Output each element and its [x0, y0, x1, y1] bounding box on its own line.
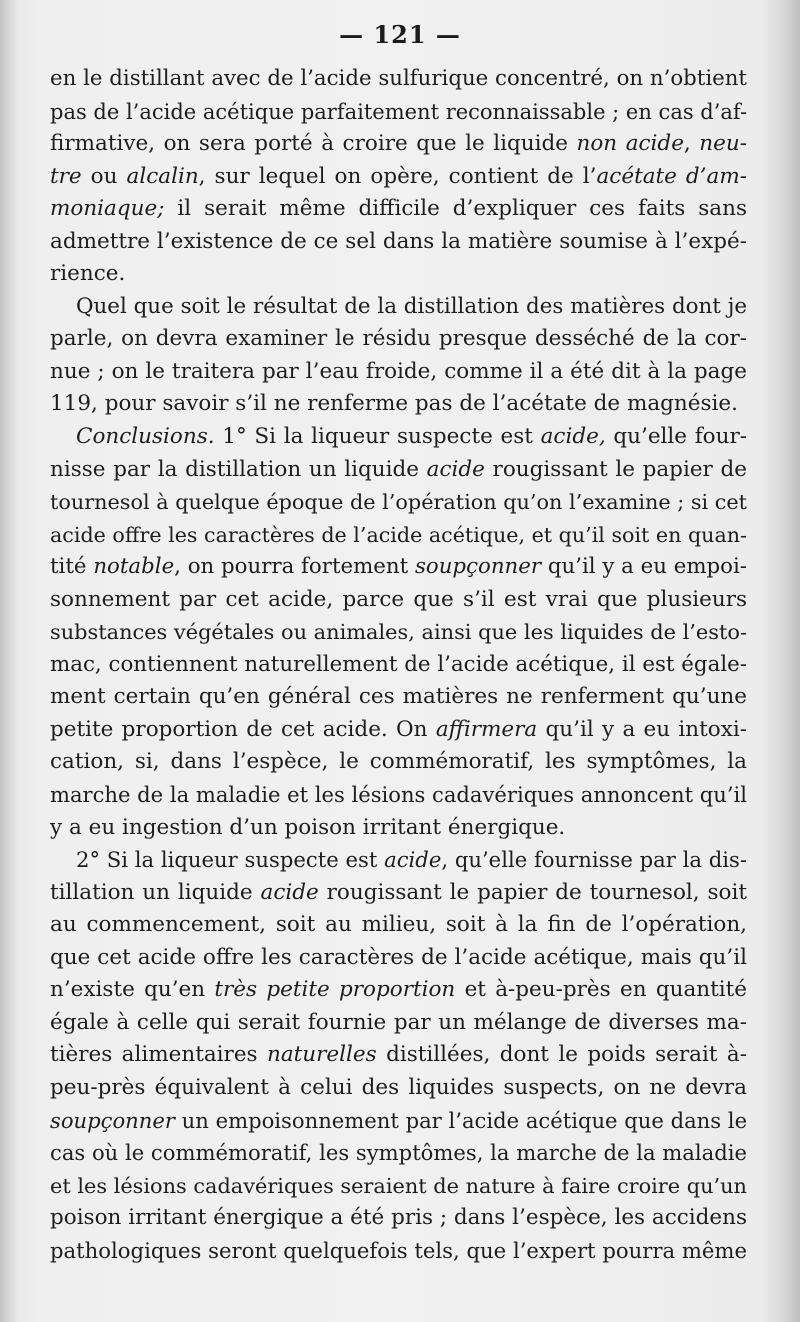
- italic-text: acide: [426, 456, 485, 482]
- italic-text: tre: [50, 163, 82, 189]
- text-line: [50, 779, 747, 812]
- text-run: admettre l’existence de ce sel dans la matière soumise à l’expé-: [50, 228, 747, 254]
- text-run: égale à celle qui serait fournie par un mélange de diverses ma-: [50, 1009, 747, 1035]
- italic-text: soupçonner: [50, 1107, 175, 1133]
- text-line: [50, 551, 747, 584]
- italic-text: notable: [93, 554, 175, 580]
- text-run: rience.: [50, 261, 126, 287]
- text-run: et à-peu-près en quantité: [455, 977, 747, 1003]
- text-line: [50, 193, 747, 226]
- text-run: peu-près équivalent à celui des liquides suspects, on ne devra: [50, 1074, 747, 1100]
- text-run: qu’elle four-: [605, 424, 748, 450]
- text-run: ou: [81, 163, 127, 189]
- text-run: tité: [50, 554, 94, 580]
- text-line: [50, 258, 747, 291]
- text-line: [50, 616, 747, 649]
- text-run: petite proportion de cet acide. On: [50, 716, 436, 742]
- text-line: [50, 356, 747, 389]
- text-run: que cet acide offre les caractères de l’acide acétique, mais qu’il: [50, 944, 747, 970]
- text-line: [50, 161, 747, 194]
- text-run: pas de l’acide acétique parfaitement reconnaissable ; en cas d’af-: [50, 99, 748, 124]
- text-line: [50, 1170, 747, 1203]
- text-run: qu’il y a eu intoxi-: [537, 716, 747, 742]
- text-run: sonnement par cet acide, parce que s’il est vrai que plusieurs: [50, 586, 747, 612]
- text-run: et les lésions cadavériques seraient de nature à faire croire qu’un: [50, 1173, 747, 1198]
- text-line: [50, 909, 747, 942]
- text-run: poison irritant énergique a été pris ; dans l’espèce, les accidens: [50, 1205, 747, 1231]
- text-run: nue ; on le traitera par l’eau froide, comme il a été dit à la page: [50, 358, 747, 384]
- text-line: [50, 1072, 747, 1105]
- text-run: cas où le commémoratif, les symptômes, la marche de la maladie: [50, 1140, 747, 1166]
- italic-text: soupçonner: [414, 554, 542, 580]
- text-line: [50, 96, 747, 129]
- text-run: un empoisonnement par l’acide acétique que dans le: [174, 1107, 748, 1133]
- text-line: [50, 974, 747, 1007]
- text-run: , qu’elle fournisse par la dis-: [441, 847, 747, 873]
- text-line: [50, 877, 747, 910]
- italic-text: non acide: [576, 131, 684, 157]
- text-run: tournesol à quelque époque de l’opération qu’on l’examine ; si cet: [50, 490, 747, 515]
- text-line: [50, 746, 747, 779]
- text-run: acide offre les caractères de l’acide acétique, et qu’il soit en quan-: [50, 522, 747, 547]
- text-run: parle, on devra examiner le résidu presque desséché de la cor-: [50, 326, 747, 352]
- text-run: firmative, on sera porté à croire que le liquide: [50, 131, 577, 157]
- text-line: [50, 584, 747, 617]
- italic-text: acétate d’am-: [596, 163, 747, 189]
- text-run: ment certain qu’en général ces matières ne renferment qu’une: [50, 684, 747, 710]
- text-run: rougissant le papier de tournesol, soit: [318, 879, 747, 905]
- text-run: mac, contiennent naturellement de l’acide acétique, il est égale-: [50, 651, 747, 677]
- text-line: [50, 681, 747, 714]
- text-line: [50, 1007, 747, 1040]
- text-run: 119, pour savoir s’il ne renferme pas de l’acétate de magnésie.: [50, 391, 738, 417]
- text-line: [50, 812, 747, 845]
- text-run: distillées, dont le poids serait à-: [376, 1042, 748, 1068]
- text-line: [50, 128, 747, 161]
- text-run: au commencement, soit au milieu, soit à la fin de l’opération,: [50, 912, 747, 938]
- italic-text: neu-: [699, 131, 747, 157]
- page-number: — 121 —: [339, 20, 461, 49]
- text-run: 1° Si la liqueur suspecte est: [214, 424, 541, 450]
- text-line: [50, 519, 747, 552]
- text-line: [50, 649, 747, 682]
- italic-text: alcalin: [126, 163, 199, 189]
- text-run: qu’il y a eu empoi-: [541, 554, 748, 580]
- italic-text: naturelles: [267, 1042, 377, 1068]
- text-line: [50, 1039, 747, 1072]
- text-run: nisse par la distillation un liquide: [50, 456, 427, 482]
- text-line: [50, 226, 747, 259]
- text-line: [50, 1202, 747, 1235]
- italic-text: moniaque;: [50, 196, 165, 222]
- italic-text: acide: [260, 879, 319, 905]
- italic-text: affirmera: [435, 716, 538, 742]
- text-run: tières alimentaires: [50, 1042, 267, 1068]
- text-line: [50, 844, 747, 877]
- text-line: [50, 63, 747, 96]
- text-line: [50, 1105, 747, 1138]
- text-run: y a eu ingestion d’un poison irritant énergique.: [50, 814, 566, 840]
- body-text: [50, 63, 747, 1267]
- text-line: [50, 1137, 747, 1170]
- text-run: rougissant le papier de: [484, 456, 747, 482]
- text-line: [50, 486, 747, 519]
- text-run: ,: [683, 131, 700, 157]
- text-run: en le distillant avec de l’acide sulfurique concentré, on n’obtient: [50, 66, 747, 91]
- text-line: [50, 714, 747, 747]
- text-line: [50, 421, 747, 454]
- text-run: Quel que soit le résultat de la distillation des matières dont je: [76, 293, 747, 319]
- text-line: [50, 388, 747, 421]
- text-run: , on pourra fortement: [174, 554, 415, 580]
- text-line: [50, 323, 747, 356]
- text-run: , sur lequel on opère, contient de l’: [198, 163, 597, 189]
- text-line: [50, 942, 747, 975]
- text-run: marche de la maladie et les lésions cadavériques annoncent qu’il: [50, 782, 748, 808]
- text-run: il serait même difficile d’expliquer ces faits sans: [164, 196, 747, 222]
- text-line: [50, 454, 747, 487]
- italic-text: Conclusions.: [76, 424, 215, 450]
- text-run: n’existe qu’en: [50, 977, 215, 1003]
- italic-text: acide: [384, 847, 442, 873]
- text-line: [50, 291, 747, 324]
- text-run: cation, si, dans l’espèce, le commémoratif, les symptômes, la: [50, 749, 747, 775]
- text-line: [50, 1235, 747, 1268]
- text-run: tillation un liquide: [50, 879, 261, 905]
- italic-text: très petite proportion: [214, 977, 456, 1003]
- text-run: pathologiques seront quelquefois tels, que l’expert pourra même: [50, 1237, 747, 1263]
- text-run: substances végétales ou animales, ainsi que les liquides de l’esto-: [50, 620, 747, 645]
- italic-text: acide,: [540, 424, 606, 450]
- text-run: 2° Si la liqueur suspecte est: [76, 847, 385, 873]
